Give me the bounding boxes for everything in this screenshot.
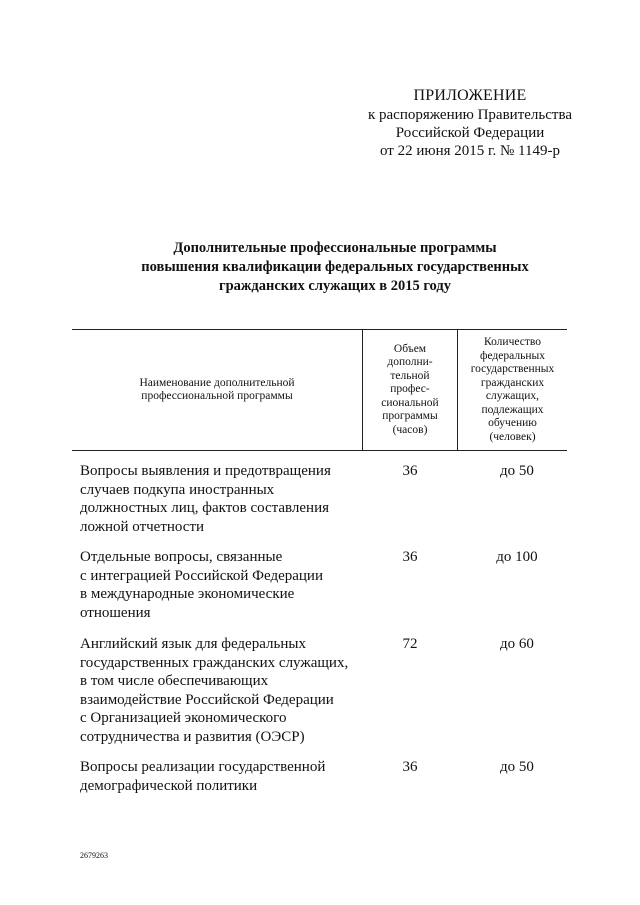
header-text-line: обучению (488, 417, 537, 429)
appendix-line-2: Российской Федерации (395, 125, 545, 141)
program-hours: 72 (402, 636, 418, 652)
appendix-header (360, 87, 580, 160)
program-hours: 36 (402, 549, 418, 565)
title-line-1: Дополнительные профессиональные программы (173, 240, 497, 256)
program-name-line: демографической политики (80, 777, 258, 794)
program-name-line: Отдельные вопросы, связанные (80, 549, 283, 565)
program-name-line: с Организацией экономического (80, 710, 287, 726)
header-program-name (72, 330, 362, 450)
header-text-line: Количество (483, 336, 541, 348)
appendix-label: ПРИЛОЖЕНИЕ (413, 87, 527, 104)
document-number: 2679263 (80, 851, 108, 860)
header-text-line: тельной (390, 369, 430, 382)
program-name-line: сотрудничества и развития (ОЭСР) (80, 728, 305, 745)
program-name-line: Вопросы выявления и предотвращения (80, 463, 331, 479)
header-text-line: программы (382, 410, 438, 423)
program-hours: 36 (402, 463, 418, 479)
header-text-line: Объем (393, 342, 427, 355)
employee-count: до 60 (500, 636, 534, 652)
header-text-line: сиональной (381, 396, 439, 409)
header-text-line: профессиональной программы (141, 390, 293, 402)
header-text-line: дополни- (387, 356, 433, 369)
header-text-line: (человек) (489, 430, 536, 443)
program-name-line: государственных гражданских служащих, (80, 654, 349, 671)
program-name-line: в международные экономические (80, 586, 295, 602)
employee-count: до 50 (500, 759, 534, 775)
header-text-line: Наименование дополнительной (139, 376, 295, 389)
program-name-line: Вопросы реализации государственной (80, 759, 326, 775)
appendix-line-3: от 22 июня 2015 г. № 1149-р (380, 143, 560, 159)
program-name-line: в том числе обеспечивающих (80, 673, 269, 689)
header-text-line: служащих, (485, 390, 540, 402)
header-employee-count (458, 330, 567, 450)
program-name (80, 635, 365, 746)
title-line-2: повышения квалификации федеральных государственных (141, 259, 529, 275)
header-text-line: государственных (470, 363, 555, 375)
header-text-line: федеральных (480, 349, 545, 362)
header-text-line: гражданских (480, 376, 545, 389)
program-name-line: должностных лиц, фактов составления (80, 500, 330, 516)
header-text-line: профес- (390, 383, 430, 396)
program-name (80, 462, 365, 536)
header-text-line: подлежащих (481, 403, 544, 416)
program-name-line: случаев подкупа иностранных (80, 481, 275, 498)
table-header (72, 329, 567, 451)
employee-count: до 50 (500, 463, 534, 479)
program-name (80, 548, 365, 622)
program-name-line: с интеграцией Российской Федерации (80, 567, 323, 584)
header-program-volume (363, 330, 457, 450)
program-name-line: ложной отчетности (80, 518, 205, 535)
program-name-line: Английский язык для федеральных (80, 636, 306, 652)
title-line-3: гражданских служащих в 2015 году (219, 278, 451, 294)
appendix-line-1: к распоряжению Правительства (367, 107, 572, 123)
program-hours: 36 (402, 759, 418, 775)
program-name-line: отношения (80, 604, 151, 621)
header-text-line: (часов) (392, 423, 428, 436)
employee-count: до 100 (496, 549, 538, 565)
document-title (70, 239, 600, 296)
program-name (80, 758, 365, 795)
program-name-line: взаимодействие Российской Федерации (80, 691, 334, 708)
